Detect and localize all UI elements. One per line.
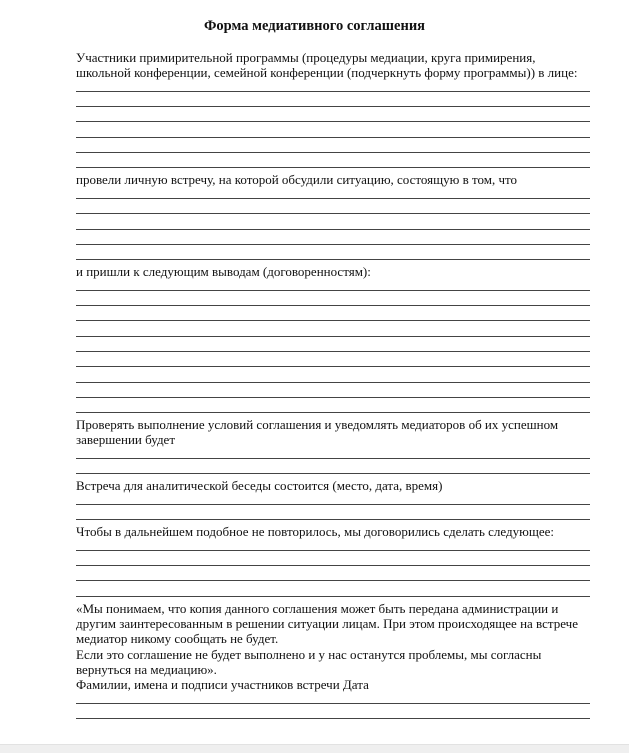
section-text: вернуться на медиацию». [76, 661, 217, 677]
section-text: Если это соглашение не будет выполнено и у нас останутся проблемы, мы согласны [76, 646, 542, 662]
fill-in-line[interactable] [76, 96, 590, 111]
form-section [76, 478, 590, 524]
section-text: медиатор никому сообщать не будет. [76, 631, 279, 647]
fill-in-line[interactable] [76, 249, 590, 264]
form-section [76, 264, 590, 417]
fill-in-line[interactable] [76, 188, 590, 203]
fill-in-line[interactable] [76, 310, 590, 325]
form-section [76, 417, 590, 478]
fill-in-line[interactable] [76, 540, 590, 555]
fill-in-line[interactable] [76, 126, 590, 141]
fill-in-line[interactable] [76, 494, 590, 509]
fill-in-line[interactable] [76, 585, 590, 600]
fill-in-line[interactable] [76, 387, 590, 402]
form-section [76, 601, 590, 723]
fill-in-line[interactable] [76, 157, 590, 172]
fill-in-line[interactable] [76, 81, 590, 96]
fill-in-line[interactable] [76, 402, 590, 417]
fill-in-line[interactable] [76, 218, 590, 233]
fill-in-line[interactable] [76, 203, 590, 218]
section-text: Встреча для аналитической беседы состоится (место, дата, время) [76, 478, 443, 494]
fill-in-line[interactable] [76, 356, 590, 371]
fill-in-line[interactable] [76, 111, 590, 126]
form-section [76, 524, 590, 600]
document-title: Форма медиативного соглашения [203, 18, 426, 34]
fill-in-line[interactable] [76, 448, 590, 463]
fill-in-line[interactable] [76, 234, 590, 249]
section-text: «Мы понимаем, что копия данного соглашения может быть передана администрации и [76, 600, 559, 616]
fill-in-line[interactable] [76, 692, 590, 707]
section-text: Участники примирительной программы (процедуры медиации, круга примирения, [76, 50, 536, 65]
section-text: провели личную встречу, на которой обсудили ситуацию, состоящую в том, что [76, 172, 518, 188]
fill-in-line[interactable] [76, 295, 590, 310]
fill-in-line[interactable] [76, 142, 590, 157]
fill-in-line[interactable] [76, 708, 590, 723]
fill-in-line[interactable] [76, 341, 590, 356]
fill-in-line[interactable] [76, 555, 590, 570]
fill-in-line[interactable] [76, 279, 590, 294]
section-text: Чтобы в дальнейшем подобное не повторилось, мы договорились сделать следующее: [76, 524, 554, 540]
fill-in-line[interactable] [76, 463, 590, 478]
agreement-form [76, 50, 590, 723]
fill-in-line[interactable] [76, 509, 590, 524]
section-text: Проверять выполнение условий соглашения и уведомлять медиаторов об их успешном [76, 417, 559, 433]
fill-in-line[interactable] [76, 325, 590, 340]
section-text: другим заинтересованным в решении ситуации лицам. При этом происходящее на встрече [76, 615, 578, 631]
section-text: и пришли к следующим выводам (договоренностям): [76, 264, 371, 280]
section-text: завершении будет [76, 432, 176, 448]
form-section [76, 172, 590, 264]
form-section [76, 50, 590, 172]
section-text: школьной конференции, семейной конференции (подчеркнуть форму программы)) в лице: [76, 65, 578, 81]
fill-in-line[interactable] [76, 570, 590, 585]
fill-in-line[interactable] [76, 371, 590, 386]
section-text: Фамилии, имена и подписи участников встречи Дата [76, 677, 369, 693]
viewer-bottom-bar [0, 744, 629, 753]
